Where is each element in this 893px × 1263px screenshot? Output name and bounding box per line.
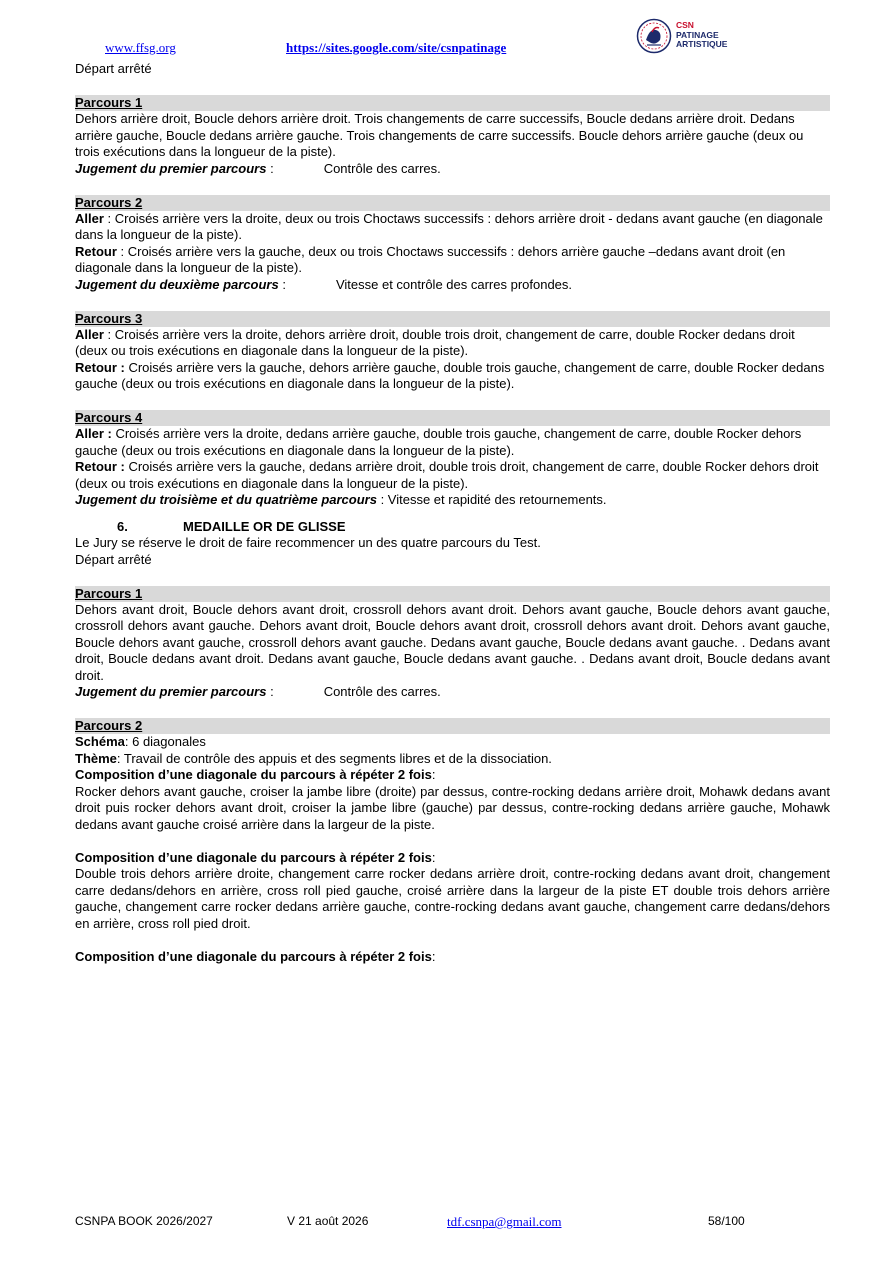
page-content bbox=[75, 61, 830, 965]
composition-heading: Composition d’une diagonale du parcours à répéter 2 fois: bbox=[75, 849, 436, 865]
paragraph: Rocker dehors avant gauche, croiser la jambe libre (droite) par dessus, contre-rocking dedans arrière droit, Mohawk dedans avant droit puis rocker dehors avant droit, croiser la jambe libre (gauche) par dessus, contre-rocking dedans arrière gauche, Mohawk dedans avant gauche croisé arrière dans la largeur de la piste. bbox=[75, 783, 830, 832]
paragraph: Dehors arrière droit, Boucle dehors arrière droit. Trois changements de carre successifs, Boucle dedans arrière droit. Dedans arrière gauche, Boucle dedans arrière gauche. Trois changements de carre successifs. Boucle dehors arrière gauche (deux ou trois exécutions dans la longueur de la piste). bbox=[75, 111, 804, 159]
schema-line: Schéma: 6 diagonales bbox=[75, 734, 206, 749]
theme-line: Thème: Travail de contrôle des appuis et des segments libres et de la dissociation. bbox=[75, 750, 552, 766]
section-heading: Parcours 4 bbox=[75, 410, 830, 426]
page-number: 58/100 bbox=[708, 1214, 745, 1228]
section-heading: Parcours 2 bbox=[75, 718, 830, 734]
judgement-line: Jugement du troisième et du quatrième parcours : Vitesse et rapidité des retournements. bbox=[75, 492, 607, 507]
paragraph: Aller : Croisés arrière vers la droite, deux ou trois Choctaws successifs : dehors arrière droit - dedans avant gauche (en diagonale dans la longueur de la piste). bbox=[75, 210, 823, 242]
depart-text: Départ arrêté bbox=[75, 61, 152, 76]
skater-emblem-icon bbox=[636, 18, 672, 54]
paragraph: Retour : Croisés arrière vers la gauche, deux ou trois Choctaws successifs : dehors arrière gauche –dedans avant droit (en diagonale dans la longueur de la piste). bbox=[75, 243, 786, 275]
composition-heading: Composition d’une diagonale du parcours à répéter 2 fois: bbox=[75, 948, 436, 964]
section-heading: Parcours 1 bbox=[75, 95, 830, 111]
depart-text: Départ arrêté bbox=[75, 551, 152, 567]
judgement-line: Jugement du premier parcours : Contrôle des carres. bbox=[75, 160, 441, 176]
footer-email-link[interactable]: tdf.csnpa@gmail.com bbox=[447, 1214, 562, 1229]
csnpatinage-link[interactable]: https://sites.google.com/site/csnpatinage bbox=[286, 40, 507, 55]
csn-logo bbox=[636, 18, 756, 60]
footer-book: CSNPA BOOK 2026/2027 bbox=[75, 1214, 213, 1228]
paragraph: Aller : Croisés arrière vers la droite, dedans arrière gauche, double trois gauche, changement de carre, double Rocker dehors gauche (deux ou trois exécutions en diagonale dans la longueur de la piste). bbox=[75, 426, 802, 458]
footer-version: V 21 août 2026 bbox=[287, 1214, 369, 1228]
section-6-heading: 6. MEDAILLE OR DE GLISSE bbox=[117, 518, 346, 534]
judgement-line: Jugement du deuxième parcours : Vitesse et contrôle des carres profondes. bbox=[75, 276, 573, 292]
paragraph: Retour : Croisés arrière vers la gauche, dehors arrière gauche, double trois gauche, changement de carre, double Rocker dedans gauche (deux ou trois exécutions en diagonale dans la longueur de la piste). bbox=[75, 359, 825, 391]
section-heading: Parcours 3 bbox=[75, 311, 830, 327]
logo-text: CSN PATINAGE ARTISTIQUE bbox=[676, 20, 728, 49]
paragraph: Dehors avant droit, Boucle dehors avant droit, crossroll dehors avant droit. Dehors avant gauche, Boucle dehors avant gauche, crossroll dehors avant gauche. Dehors avant droit, Boucle dehors avant droit, crossroll dehors avant droit. Dehors avant gauche, Boucle dehors avant gauche, crossroll dehors avant gauche. Dedans avant gauche, Boucle dedans avant gauche. . Dedans avant droit, Boucle dedans avant droit. Dedans avant gauche, Boucle dedans avant gauche. . Dedans avant droit, Boucle dedans avant droit. bbox=[75, 601, 830, 683]
ffsg-link[interactable]: www.ffsg.org bbox=[105, 40, 176, 55]
paragraph: Double trois dehors arrière droite, changement carre rocker dedans arrière droit, contre-rocking dedans avant droit, changement carre dedans/dehors en arrière, cross roll pied gauche, croisé arrière dans la largeur de la piste ET double trois dehors arrière gauche, changement carre rocker dedans arrière gauche, contre-rocking dedans avant gauche, changement carre dedans/dehors en arrière, cross roll pied droit. bbox=[75, 866, 830, 931]
section-heading: Parcours 1 bbox=[75, 586, 830, 602]
paragraph: Aller : Croisés arrière vers la droite, dehors arrière droit, double trois droit, changement de carre, double Rocker dedans droit (deux ou trois exécutions en diagonale dans la longueur de la piste). bbox=[75, 326, 795, 358]
section-heading: Parcours 2 bbox=[75, 195, 830, 211]
paragraph: Retour : Croisés arrière vers la gauche, dedans arrière droit, double trois droit, changement de carre, double Rocker dehors droit (deux ou trois exécutions en diagonale dans la longueur de la piste). bbox=[75, 459, 819, 491]
composition-heading: Composition d’une diagonale du parcours à répéter 2 fois: bbox=[75, 767, 436, 782]
judgement-line: Jugement du premier parcours : Contrôle des carres. bbox=[75, 684, 441, 699]
intro-text: Le Jury se réserve le droit de faire recommencer un des quatre parcours du Test. bbox=[75, 535, 541, 550]
